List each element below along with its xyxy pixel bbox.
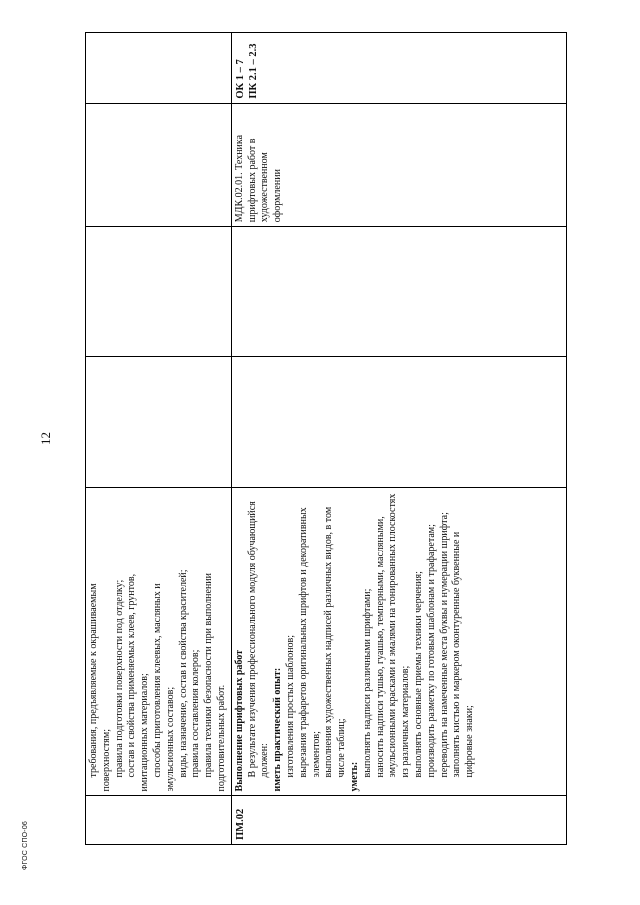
module-title: Выполнение шрифтовых работ	[233, 649, 245, 792]
experience-label: иметь практический опыт:	[272, 667, 284, 792]
req-line: состав и свойства применяемых клеев, грунтов,	[126, 573, 138, 778]
empty-cell	[86, 33, 232, 104]
skill-item: выполнять надписи различными шрифтами;	[361, 588, 373, 778]
competency-ok: ОК 1 – 7	[234, 59, 246, 99]
req-line: подготовительных работ.	[215, 684, 227, 792]
page-number: 12	[38, 432, 53, 445]
skill-item: выполнять основные приемы техники черчения;	[412, 571, 424, 778]
table-row-pm02	[231, 33, 566, 845]
curriculum-table	[85, 32, 567, 845]
empty-cell	[86, 103, 232, 227]
module-code: ПМ.02	[231, 796, 566, 845]
competency-pk: ПК 2.1 – 2.3	[248, 43, 260, 99]
req-line: имитационных материалов;	[139, 673, 151, 792]
req-line: эмульсионных составов;	[164, 686, 176, 792]
module-intro: В результате изучения профессионального модуля обучающийся должен:	[246, 501, 271, 778]
table-row-continuation	[86, 33, 232, 845]
requirements-cell	[86, 487, 232, 796]
mdk-cell: МДК.02.01. Техника шрифтовых работ в художественном оформлении	[231, 103, 566, 227]
experience-item: изготовления простых шаблонов;	[284, 634, 296, 778]
empty-cell	[231, 357, 566, 487]
empty-cell	[231, 227, 566, 357]
skill-item: производить разметку по готовым шаблонам и трафаретам;	[425, 524, 437, 778]
req-line: правила техники безопасности при выполнении	[203, 572, 215, 778]
req-line: правила составления колеров;	[190, 649, 202, 778]
req-line: способы приготовления клеевых, масляных и	[151, 583, 163, 778]
req-line: поверхностям;	[100, 729, 112, 792]
code-cell-empty	[86, 796, 232, 845]
experience-item: вырезания трафаретов оригинальных шрифтов и декоративных элементов;	[297, 507, 322, 778]
req-line: виды, назначение, состав и свойства красителей;	[177, 569, 189, 778]
curriculum-table-rotated	[85, 32, 560, 845]
module-description-cell	[231, 487, 566, 796]
skill-item: наносить надписи тушью, гуашью, темперными, масляными, эмульсионными красками и эмалями на тонированных плоскостях из различных материалов;	[374, 493, 412, 778]
experience-item: выполнения художественных надписей различных видов, в том числе таблиц;	[323, 506, 348, 778]
skill-item: переводить на намеченные места буквы и нумерации шрифта;	[438, 512, 450, 778]
empty-cell	[86, 357, 232, 487]
skills-label: уметь:	[348, 761, 360, 792]
competencies-cell	[231, 33, 566, 104]
req-line: правила подготовки поверхности под отделку;	[113, 579, 125, 778]
empty-cell	[86, 227, 232, 357]
skill-item: заполнять кистью и маркером оконтуренные буквенные и цифровые знаки;	[451, 531, 476, 778]
footer-code: ФГОС СПО-06	[22, 820, 29, 870]
req-line: требования, предъявляемые к окрашиваемым	[88, 583, 99, 778]
